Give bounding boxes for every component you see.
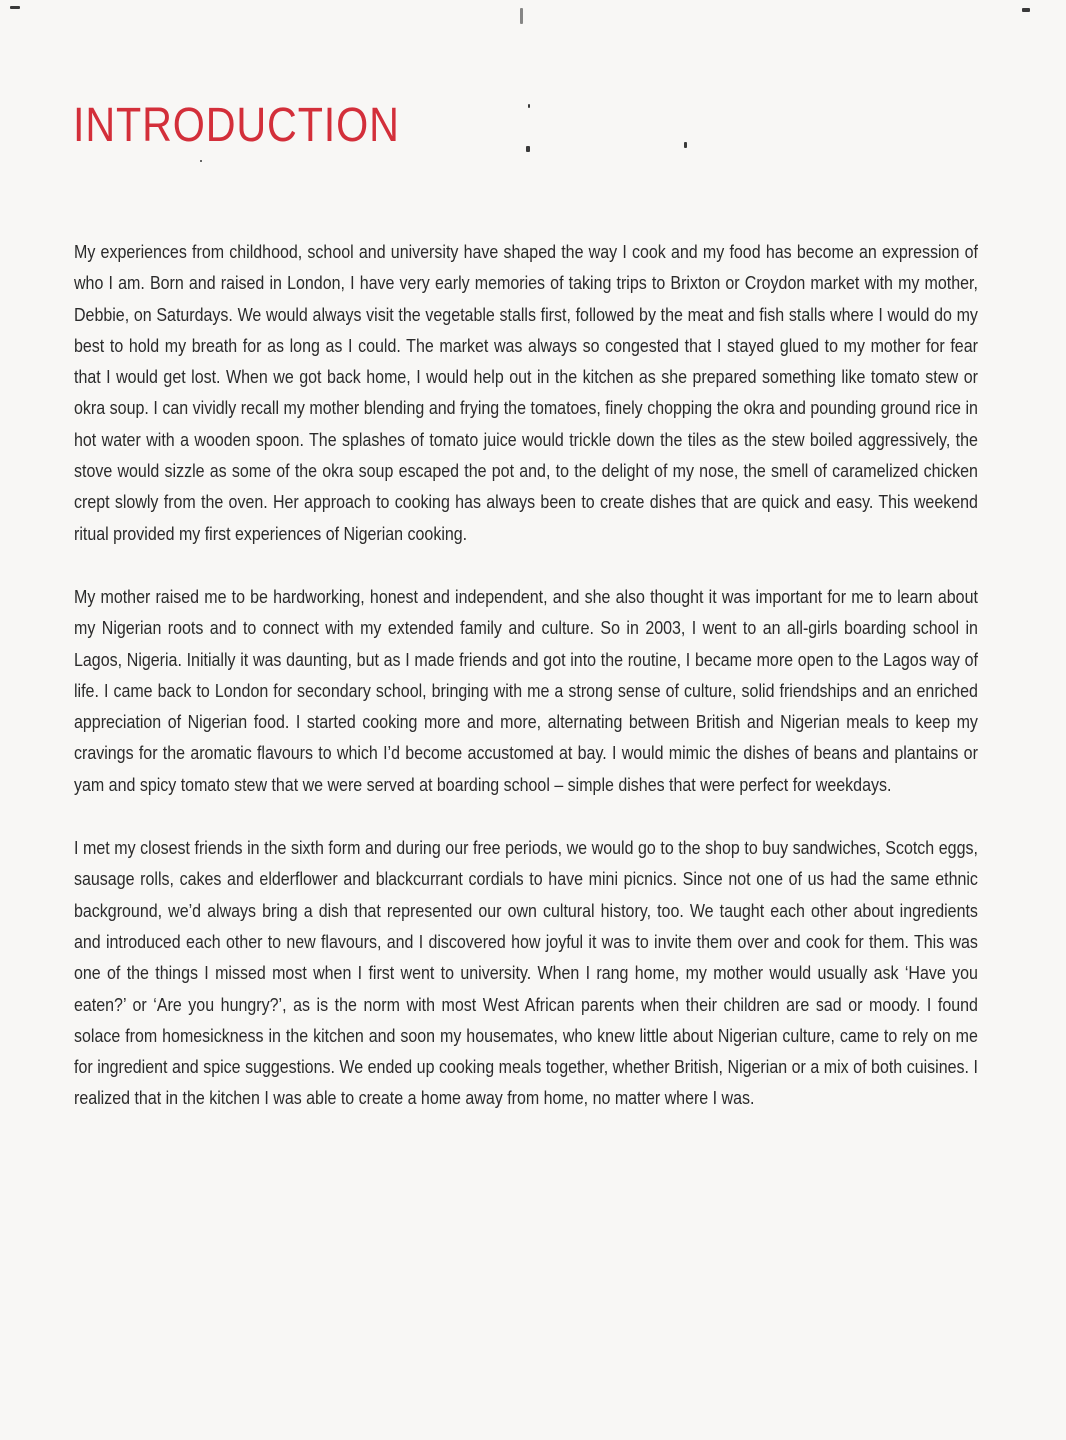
scan-mark <box>200 160 202 162</box>
paragraph: I met my closest friends in the sixth form and during our free periods, we would go to the shop to buy sandwiches, Scotch eggs, sausage rolls, cakes and elderflower and blackcurrant cordials to have mini picnics. Since not one of us had the same ethnic background, we’d always bring a dish that represented our own cultural history, too. We taught each other about ingredients and introduced each other to new flavours, and I discovered how joyful it was to invite them over and cook for them. This was one of the things I missed most when I first went to university. When I rang home, my mother would usually ask ‘Have you eaten?’ or ‘Are you hungry?’, as is the norm with most West African parents when their children are sad or moody. I found solace from homesickness in the kitchen and soon my housemates, who knew little about Nigerian culture, came to rely on me for ingredient and spice suggestions. We ended up cooking meals together, whether British, Nigerian or a mix of both cuisines. I realized that in the kitchen I was able to create a home away from home, no matter where I was. <box>74 837 978 1109</box>
scan-mark <box>528 104 530 108</box>
scan-mark <box>526 146 530 152</box>
scan-mark <box>10 6 20 9</box>
paragraph: My mother raised me to be hardworking, honest and independent, and she also thought it was important for me to learn about my Nigerian roots and to connect with my extended family and culture. So in 2003, I went to an all-girls boarding school in Lagos, Nigeria. Initially it was daunting, but as I made friends and got into the routine, I became more open to the Lagos way of life. I came back to London for secondary school, bringing with me a strong sense of culture, solid friendships and an enriched appreciation of Nigerian food. I started cooking more and more, alternating between British and Nigerian meals to keep my cravings for the aromatic flavours to which I’d become accustomed at bay. I would mimic the dishes of beans and plantains or yam and spicy tomato stew that we were served at boarding school – simple dishes that were perfect for weekdays. <box>74 585 978 795</box>
scan-mark <box>520 8 523 24</box>
body-text <box>74 236 978 1146</box>
scan-mark <box>684 142 687 148</box>
scan-mark <box>1022 8 1030 12</box>
paragraph: My experiences from childhood, school and university have shaped the way I cook and my food has become an expression of who I am. Born and raised in London, I have very early memories of taking trips to Brixton or Croydon market with my mother, Debbie, on Saturdays. We would always visit the vegetable stalls first, followed by the meat and fish stalls where I would do my best to hold my breath for as long as I could. The market was always so congested that I stayed glued to my mother for fear that I would get lost. When we got back home, I would help out in the kitchen as she prepared something like tomato stew or okra soup. I can vividly recall my mother blending and frying the tomatoes, finely chopping the okra and pounding ground rice in hot water with a wooden spoon. The splashes of tomato juice would trickle down the tiles as the stew boiled aggressively, the stove would sizzle as some of the okra soup escaped the pot and, to the delight of my nose, the smell of caramelized chicken crept slowly from the oven. Her approach to cooking has always been to create dishes that are quick and easy. This weekend ritual provided my first experiences of Nigerian cooking. <box>74 241 978 544</box>
page-title: INTRODUCTION <box>73 99 400 152</box>
